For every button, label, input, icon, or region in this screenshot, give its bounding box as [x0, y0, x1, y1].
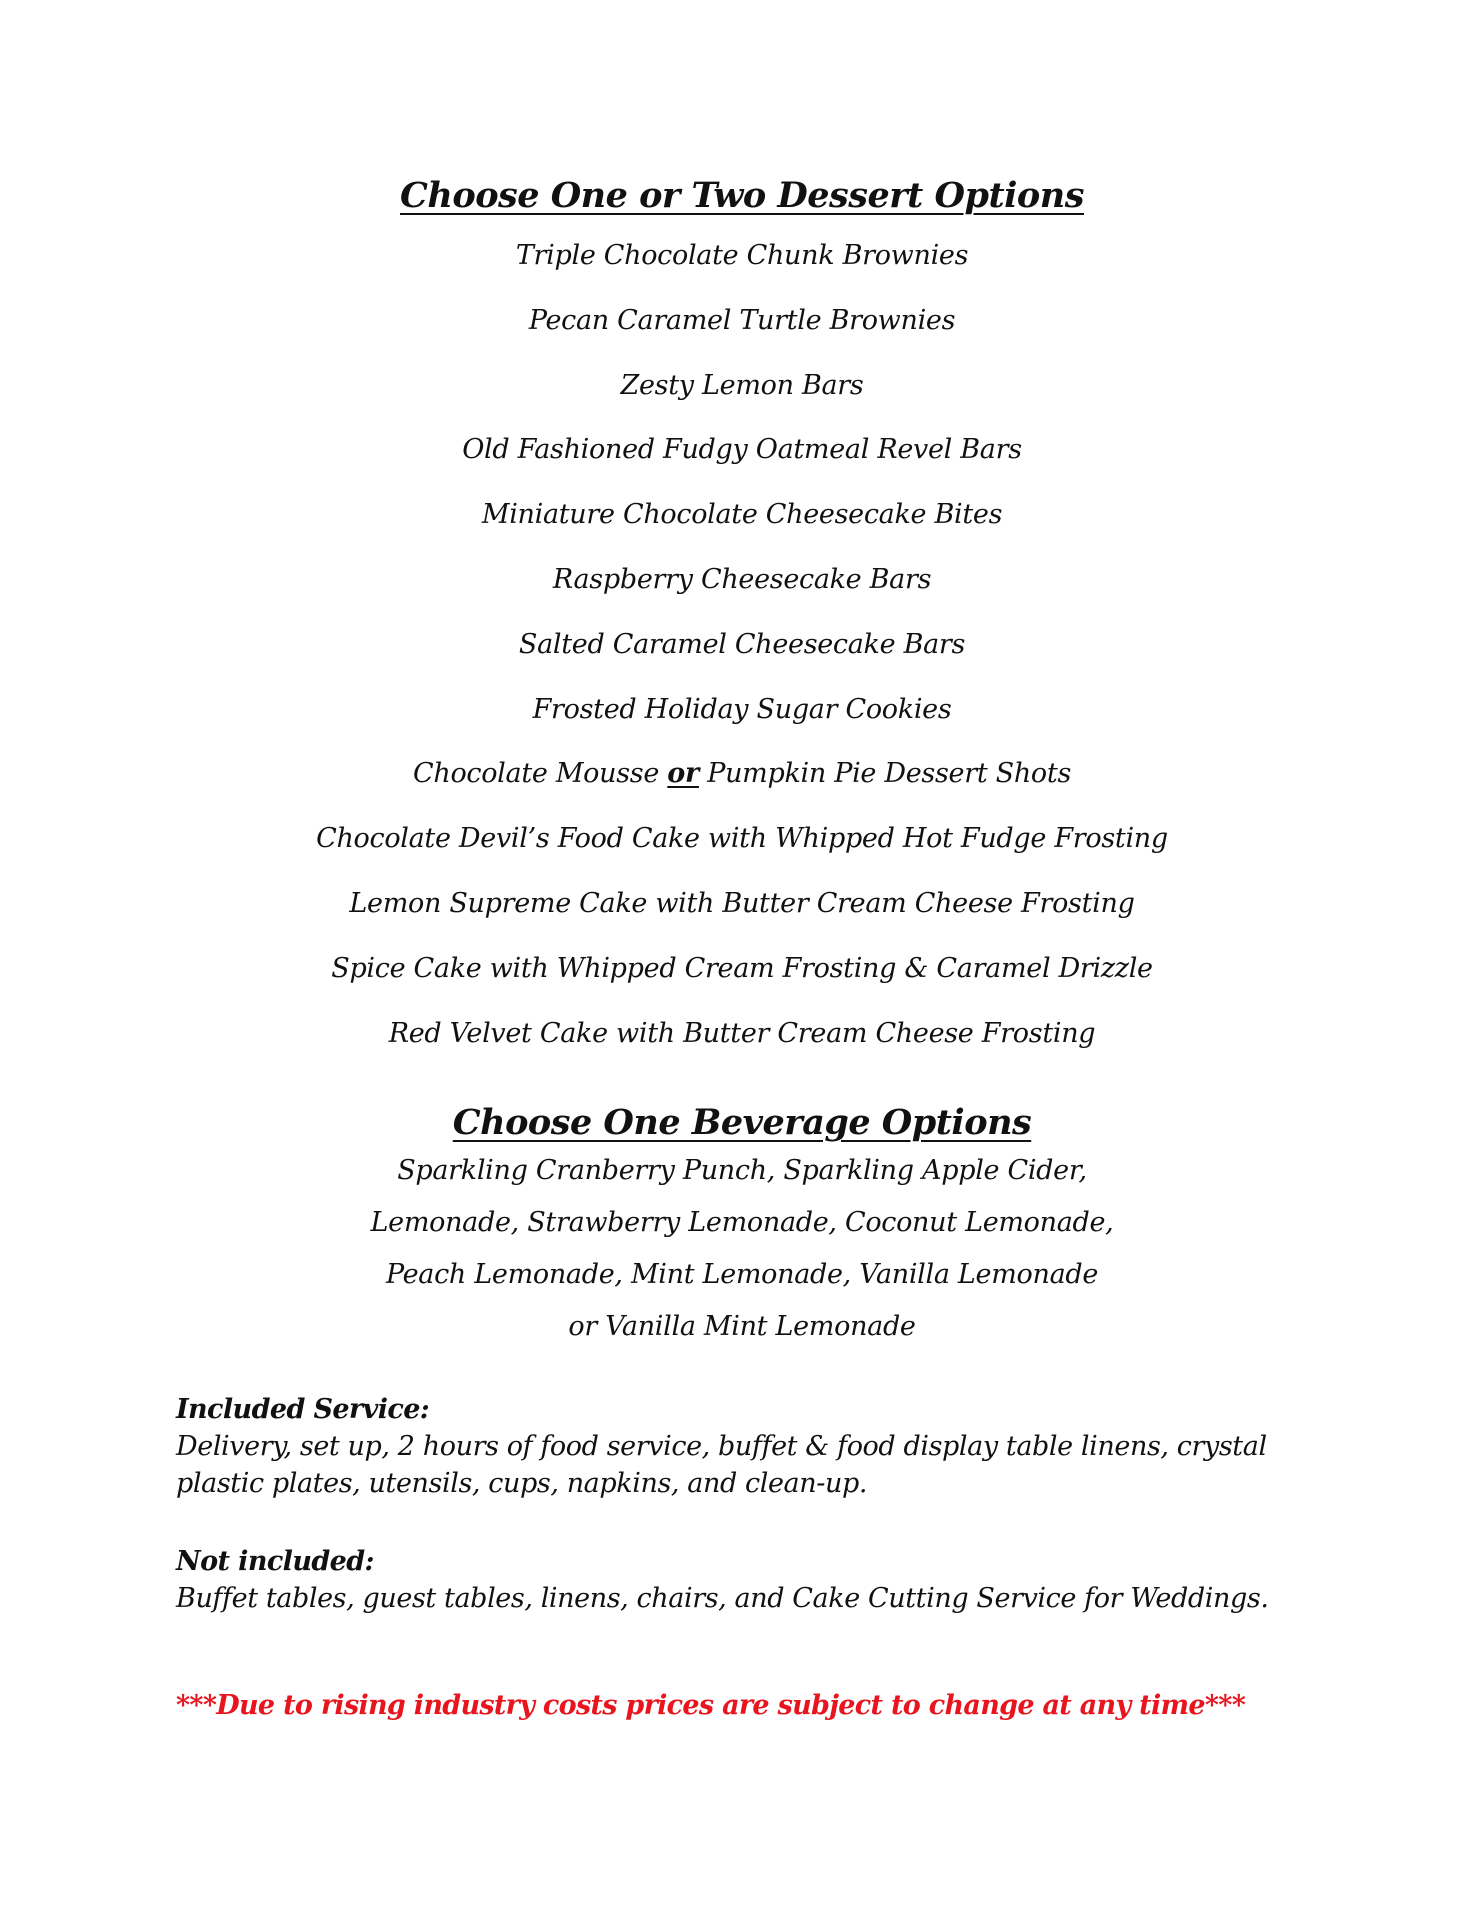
beverage-list	[0, 1145, 1484, 1353]
dessert-item: Pecan Caramel Turtle Brownies	[528, 304, 956, 336]
dessert-item: Lemon Supreme Cake with Butter Cream Cheese Frosting	[349, 887, 1135, 919]
price-change-notice: ***Due to rising industry costs prices are subject to change at any time***	[176, 1690, 1246, 1721]
dessert-item: Frosted Holiday Sugar Cookies	[532, 693, 952, 725]
not-included-block	[176, 1544, 1316, 1617]
dessert-list	[0, 224, 1484, 1066]
dessert-item: Raspberry Cheesecake Bars	[552, 563, 932, 595]
dessert-section	[0, 173, 1484, 219]
beverage-section-title: Choose One Beverage Options	[452, 1102, 1032, 1143]
dessert-item: Old Fashioned Fudgy Oatmeal Revel Bars	[462, 434, 1022, 466]
dessert-item-part: Pumpkin Pie Dessert Shots	[698, 758, 1071, 790]
included-service-text: Delivery, set up, 2 hours of food service, buffet & food display table linens, crystal plastic plates, utensils, cups, napkins, and clean-up.	[176, 1431, 1267, 1499]
not-included-heading: Not included:	[176, 1546, 374, 1577]
dessert-item: Chocolate Devil’s Food Cake with Whipped Hot Fudge Frosting	[316, 823, 1168, 855]
dessert-item: Miniature Chocolate Cheesecake Bites	[481, 499, 1003, 531]
dessert-item: Zesty Lemon Bars	[620, 369, 864, 401]
dessert-item: Triple Chocolate Chunk Brownies	[515, 240, 969, 271]
dessert-item: Red Velvet Cake with Butter Cream Cheese Frosting	[388, 1017, 1096, 1049]
dessert-item: Spice Cake with Whipped Cream Frosting & Caramel Drizzle	[331, 952, 1153, 984]
beverage-line: Lemonade, Strawberry Lemonade, Coconut Lemonade,	[370, 1207, 1114, 1238]
beverage-line: Peach Lemonade, Mint Lemonade, Vanilla Lemonade	[385, 1259, 1099, 1290]
beverage-line: or Vanilla Mint Lemonade	[568, 1311, 916, 1342]
dessert-list-wrapper	[0, 224, 1484, 1066]
beverage-section	[0, 1100, 1484, 1146]
dessert-item-part: Chocolate Mousse	[413, 758, 668, 790]
beverage-line: Sparkling Cranberry Punch, Sparkling Apple Cider,	[397, 1155, 1087, 1186]
included-service-block	[176, 1392, 1316, 1502]
dessert-section-title: Choose One or Two Dessert Options	[400, 175, 1084, 216]
dessert-item	[0, 742, 1484, 807]
dessert-item-or-emphasis: or	[667, 758, 699, 790]
included-service-heading: Included Service:	[176, 1394, 430, 1425]
not-included-text: Buffet tables, guest tables, linens, chairs, and Cake Cutting Service for Weddings.	[176, 1583, 1269, 1614]
dessert-item: Salted Caramel Cheesecake Bars	[518, 628, 966, 660]
beverage-list-wrapper	[0, 1145, 1484, 1353]
